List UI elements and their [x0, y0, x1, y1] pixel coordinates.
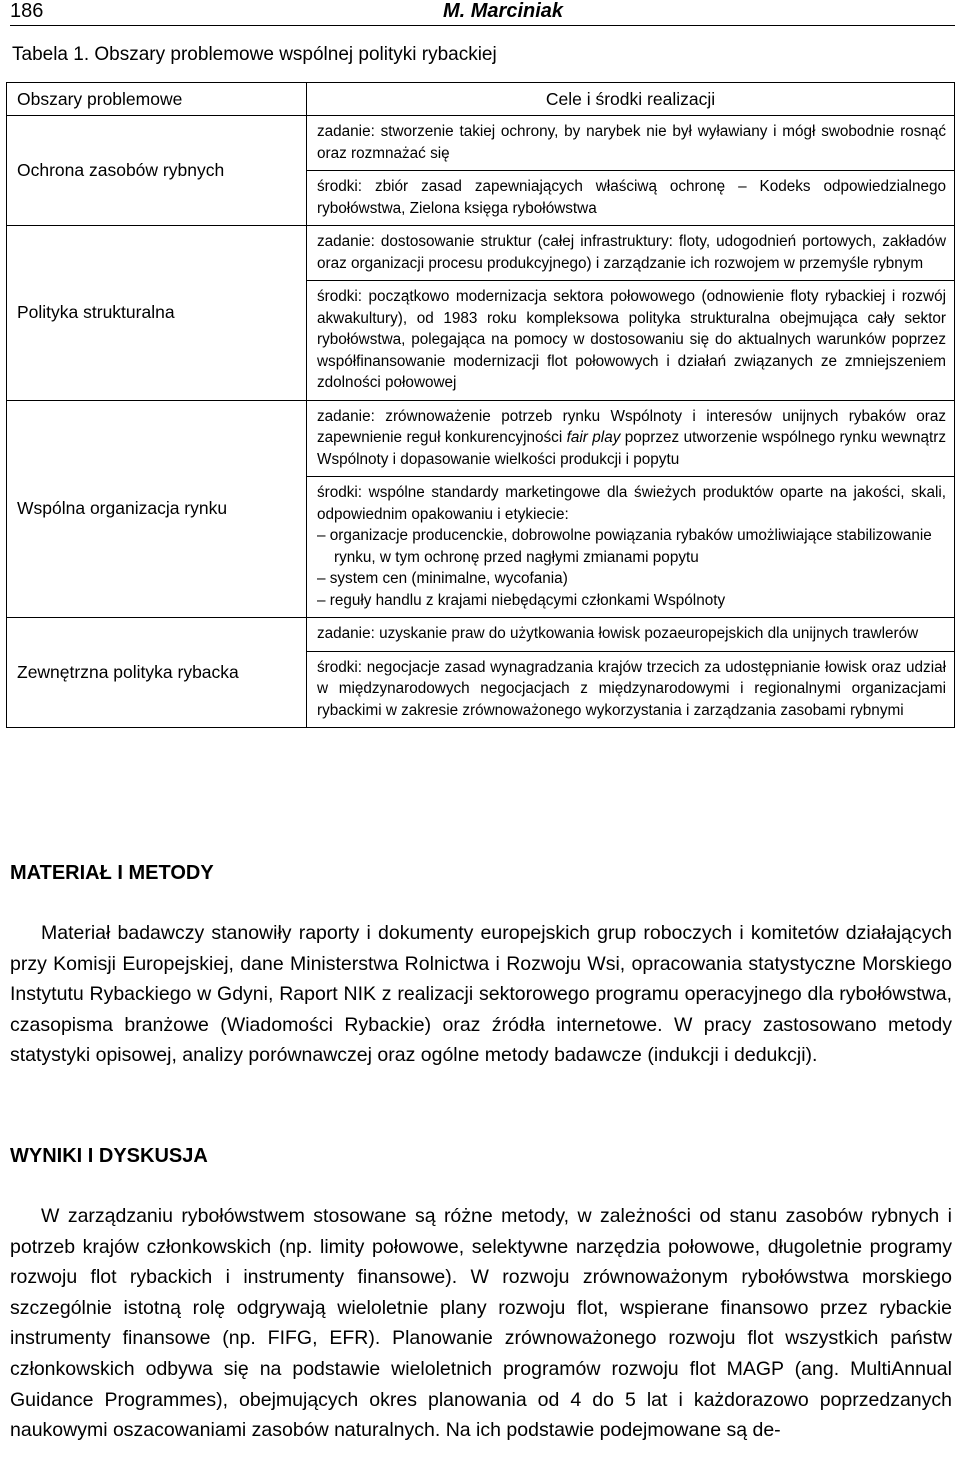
row-goals-cell — [307, 618, 955, 728]
row-area-label: Polityka strukturalna — [7, 226, 307, 401]
table-row — [7, 618, 955, 728]
means-text: środki: negocjacje zasad wynagradzania krajów trzecich za udostępnianie łowisk oraz udział w międzynarodowych negocjacjach z międzynarodowymi i regionalnymi organizacjami rybackimi w zakresie zrównoważonego wykorzystania i zarządzania zasobami rybnymi — [307, 651, 954, 728]
table-row — [7, 226, 955, 401]
means-list-item: – reguły handlu z krajami niebędącymi członkami Wspólnoty — [317, 591, 726, 609]
paragraph-materials-methods: Materiał badawczy stanowiły raporty i dokumenty europejskich grup roboczych i komitetów działających przy Komisji Europejskiej, dane Ministerstwa Rolnictwa i Rozwoju Wsi, opracowania statystyczne Morskiego Instytutu Rybackiego w Gdyni, Raport NIK z realizacji sektorowego programu operacyjnego dla rybołówstwa, czasopisma branżowe (Wiadomości Rybackie) oraz źródła internetowe. W pracy zastosowano metody statystyki opisowej, analizy porównawczej oraz ogólne metody badawcze (indukcji i dedukcji). — [10, 922, 952, 1067]
means-list-item: – system cen (minimalne, wycofania) — [317, 570, 568, 587]
row-area-label: Wspólna organizacja rynku — [7, 400, 307, 618]
running-head-author: M. Marciniak — [443, 0, 564, 22]
row-area-label: Ochrona zasobów rybnych — [7, 116, 307, 226]
paragraph-results-discussion: W zarządzaniu rybołówstwem stosowane są różne metody, w zależności od stanu zasobów rybnych i potrzeb krajów członkowskich (np. limity połowowe, selektywne narzędzia połowowe, długoletnie programy rozwoju flot rybackich i instrumenty finansowe). W rozwoju zrównoważonym rybołówstwa morskiego szczególnie istotną rolę odgrywają wieloletnie plany rozwoju flot, wspierane finansowo przez rybackie instrumenty finansowe (np. FIFG, EFR). Planowanie zrównoważonego rozwoju flot wszystkich państw członkowskich odbywa się na podstawie wieloletnich programów rozwoju flot MAGP (ang. MultiAnnual Guidance Programmes), obejmujących okres planowania od 4 do 5 lat i każdorazowo poprzedzanych naukowymi oszacowaniami zasobów naturalnych. Na ich podstawie podejmowane są de- — [10, 1205, 952, 1442]
fair-play-term: fair play — [566, 429, 621, 446]
column-header-areas: Obszary problemowe — [7, 83, 307, 116]
means-text — [307, 476, 954, 617]
section-heading-results-discussion: WYNIKI I DYSKUSJA — [10, 1145, 208, 1167]
means-text: środki: początkowo modernizacja sektora połowowego (odnowienie floty rybackiej i rozwój akwakultury), od 1983 roku kompleksowa polityka strukturalna obejmująca cały sektor rybołówstwa, polegająca na pomocy w dostosowaniu się do aktualnych warunków poprzez współfinansowanie modernizacji flot połowowych i działań związanych ze zmniejszeniem zdolności połowowej — [307, 280, 954, 400]
task-text: zadanie: stworzenie takiej ochrony, by narybek nie był wyławiany i mógł swobodnie rosnąć oraz rozmnażać się — [317, 123, 946, 162]
table-caption: Tabela 1. Obszary problemowe wspólnej polityki rybackiej — [12, 44, 497, 65]
section-heading-materials-methods: MATERIAŁ I METODY — [10, 862, 214, 884]
task-text — [307, 401, 954, 477]
column-header-goals: Cele i środki realizacji — [307, 83, 955, 116]
means-text: środki: zbiór zasad zapewniających właściwą ochronę – Kodeks odpowiedzialnego rybołówstwa, Zielona księga rybołówstwa — [307, 170, 954, 225]
task-text: zadanie: uzyskanie praw do użytkowania łowisk pozaeuropejskich dla unijnych trawlerów — [317, 625, 919, 642]
task-text-end: poprzez utworzenie wspólnego rynku wewnątrz Wspólnoty i dopasowanie wielkości produkcji i popytu — [317, 429, 946, 468]
row-area-label: Zewnętrzna polityka rybacka — [7, 618, 307, 728]
task-text: zadanie: dostosowanie struktur (całej infrastruktury: floty, udogodnień portowych, zakładów oraz organizacji procesu produkcyjnego) i zarządzanie ich rozwojem w przemyśle rybnym — [317, 233, 946, 272]
task-text-start: zadanie: zrównoważenie potrzeb rynku Wspólnoty i interesów unijnych rybaków oraz zapewnienie reguł konkurencyjności — [317, 407, 946, 446]
row-goals-cell — [307, 116, 955, 226]
page-number: 186 — [10, 0, 44, 22]
header-rule — [10, 25, 955, 26]
table-row — [7, 116, 955, 226]
means-intro: środki: wspólne standardy marketingowe dla świeżych produktów oparte na jakości, skali, odpowiednim opakowaniu i etykiecie: — [317, 484, 946, 523]
means-list-item: – organizacje producenckie, dobrowolne powiązania rybaków umożliwiające stabilizowanie rynku, w tym ochronę przed nagłymi zmianami popytu — [317, 527, 932, 566]
table-row — [7, 400, 955, 618]
row-goals-cell — [307, 400, 955, 618]
problem-areas-table — [6, 82, 955, 728]
row-goals-cell — [307, 226, 955, 401]
page-header — [10, 0, 955, 22]
table-header-row — [7, 83, 955, 116]
